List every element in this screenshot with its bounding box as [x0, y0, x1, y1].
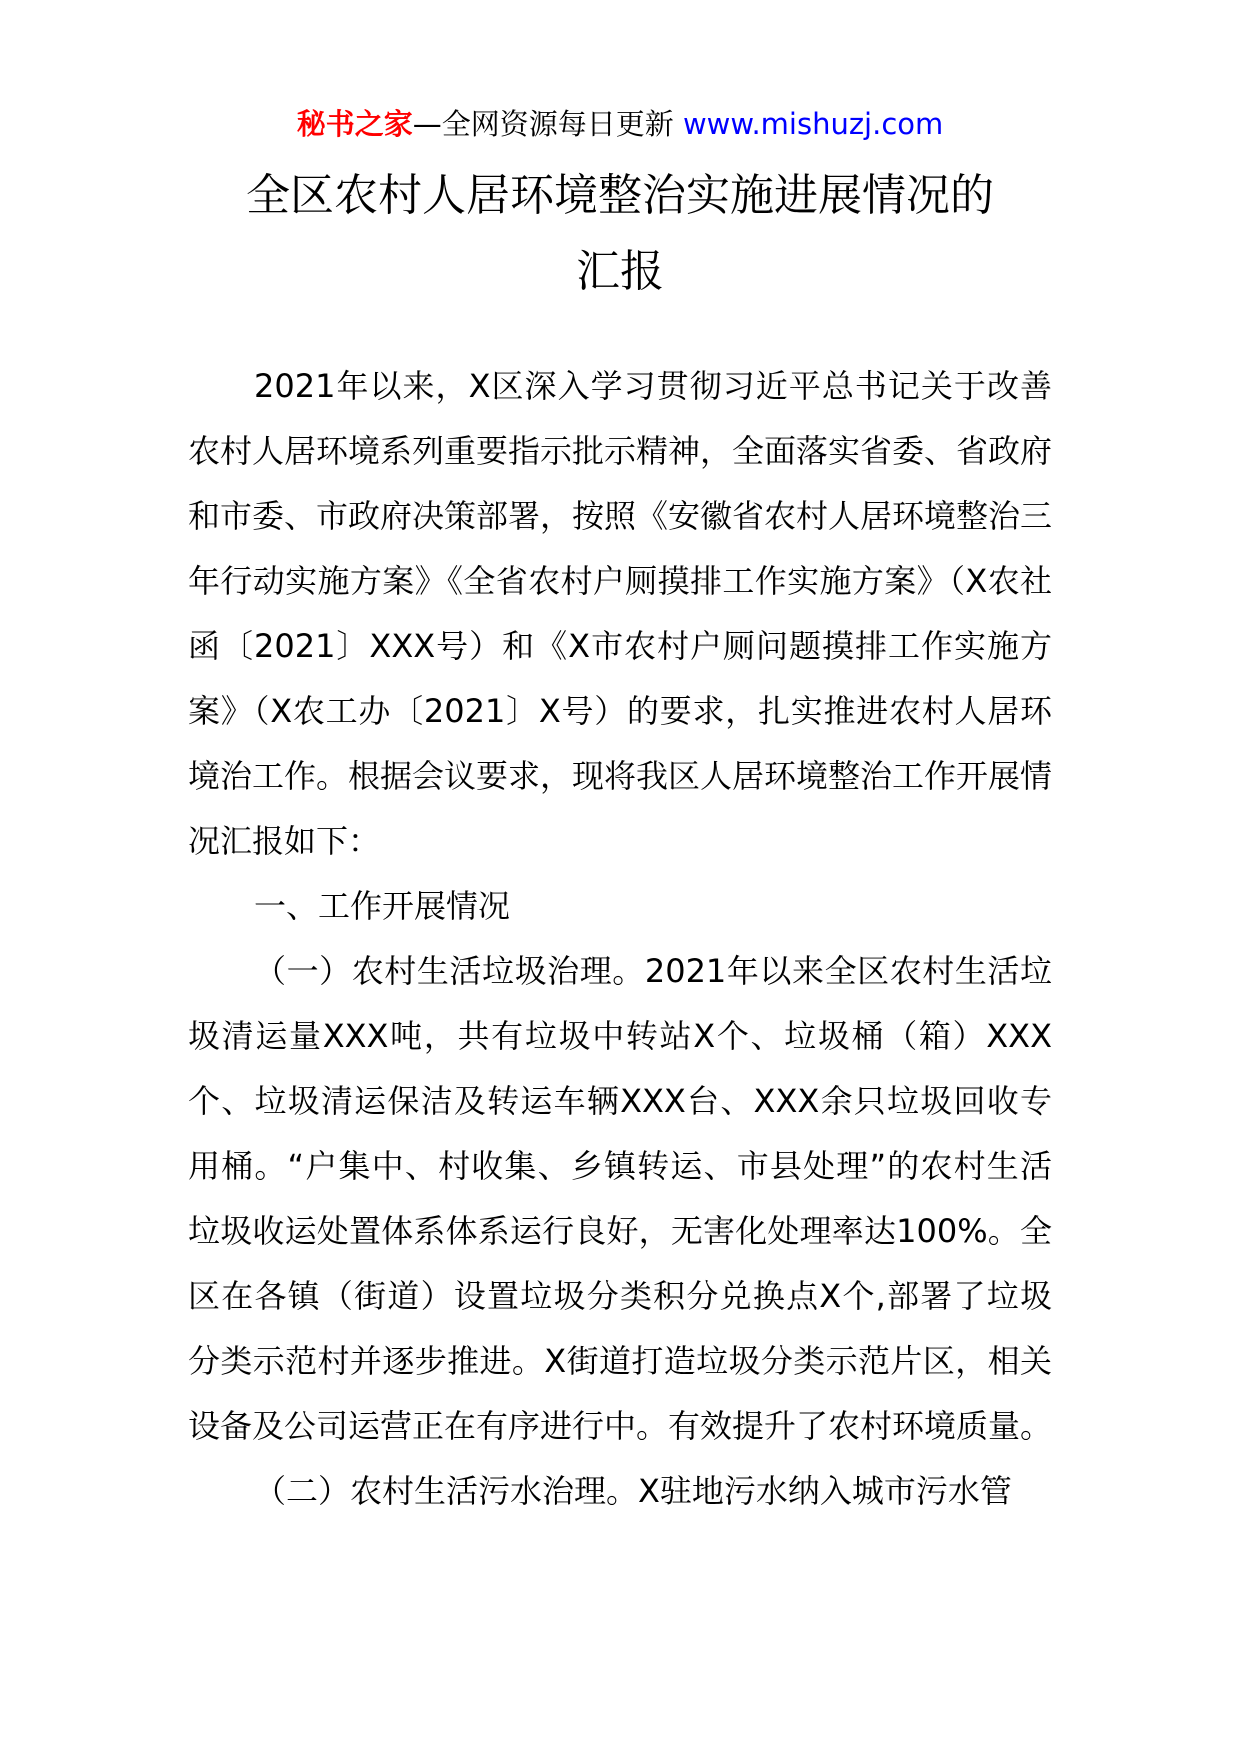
document-title-line-2: 汇报 [576, 246, 664, 297]
document-title-line-1: 全区农村人居环境整治实施进展情况的 [246, 170, 994, 221]
site-header [0, 104, 1240, 144]
document-body [188, 354, 1052, 1524]
section-heading-1: 一、工作开展情况 [254, 887, 511, 925]
site-url[interactable]: www.mishuzj.com [682, 107, 944, 141]
site-brand: 秘书之家 [296, 107, 413, 141]
document-title [0, 158, 1240, 310]
paragraph-sewage-treatment: （二）农村生活污水治理。X驻地污水纳入城市污水管 [254, 1472, 1012, 1510]
paragraph-intro: 2021年以来，X区深入学习贯彻习近平总书记关于改善农村人居环境系列重要指示批示精神，全面落实省委、省政府和市委、市政府决策部署，按照《安徽省农村人居环境整治三年行动实施方案》《全省农村户厕摸排工作实施方案》（X农社函〔2021〕XXX号）和《X市农村户厕问题摸排工作实施方案》（X农工办〔2021〕X号）的要求，扎实推进农村人居环境治工作。根据会议要求，现将我区人居环境整治工作开展情况汇报如下： [188, 367, 1053, 860]
paragraph-garbage-treatment: （一）农村生活垃圾治理。2021年以来全区农村生活垃圾清运量XXX吨，共有垃圾中转站X个、垃圾桶（箱）XXX个、垃圾清运保洁及转运车辆XXX台、XXX余只垃圾回收专用桶。“户集中、村收集、乡镇转运、市县处理”的农村生活垃圾收运处置体系体系运行良好，无害化处理率达100%。全区在各镇（街道）设置垃圾分类积分兑换点X个,部署了垃圾分类示范村并逐步推进。X街道打造垃圾分类示范片区，相关设备及公司运营正在有序进行中。有效提升了农村环境质量。 [188, 952, 1053, 1445]
site-slogan: —全网资源每日更新 [412, 107, 683, 141]
